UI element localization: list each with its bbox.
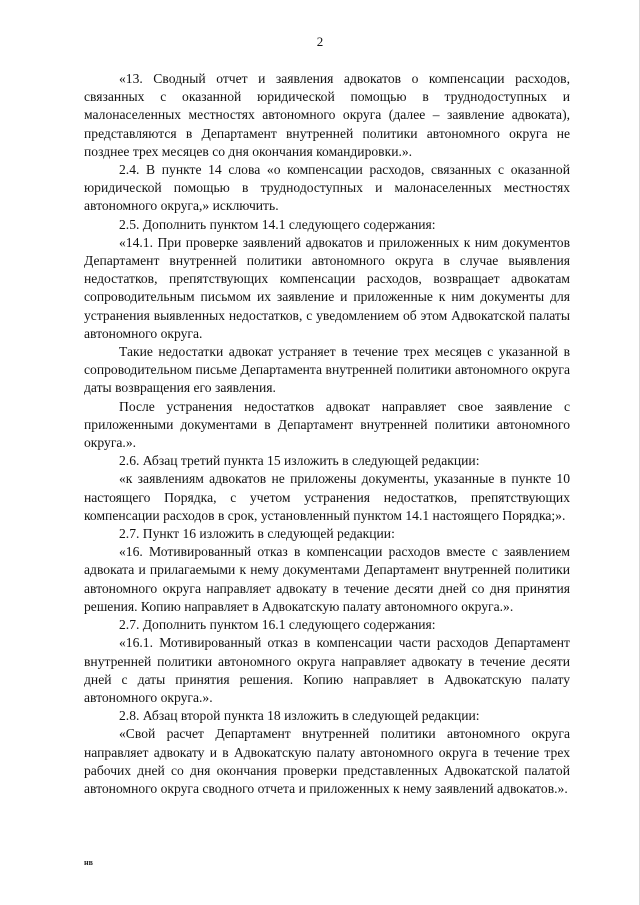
paragraph: «16.1. Мотивированный отказ в компенсации части расходов Департамент внутренней политики автономного округа направляет адвокату в течение десяти дней с даты принятия решения. Копию направляет в Адвокатскую палату автономного округа.». [84, 635, 570, 705]
paragraph: 2.4. В пункте 14 слова «о компенсации расходов, связанных с оказанной юридической помощью в труднодоступных и малонаселенных местностях автономного округа,» исключить. [84, 162, 570, 214]
paragraph: После устранения недостатков адвокат направляет свое заявление с приложенными документами в Департамент внутренней политики автономного округа.». [84, 398, 570, 451]
paragraph: 2.6. Абзац третий пункта 15 изложить в следующей редакции: [119, 453, 480, 469]
document-body [84, 70, 570, 798]
paragraph: 2.7. Дополнить пунктом 16.1 следующего содержания: [119, 617, 436, 633]
paragraph: «к заявлениям адвокатов не приложены документы, указанные в пункте 10 настоящего Порядка, с учетом устранения недостатков, препятствующих компенсации расходов в срок, установленный пунктом 14.1 настоящего Порядка;». [84, 471, 570, 523]
paragraph: Такие недостатки адвокат устраняет в течение трех месяцев с указанной в сопроводительном письме Департамента внутренней политики автономного округа даты возвращения его заявления. [84, 344, 570, 396]
paragraph: 2.7. Пункт 16 изложить в следующей редакции: [119, 526, 395, 542]
paragraph: 2.8. Абзац второй пункта 18 изложить в следующей редакции: [119, 708, 480, 724]
footer-initials: нв [84, 858, 93, 867]
paragraph: «Свой расчет Департамент внутренней политики автономного округа направляет адвокату и в Адвокатскую палату автономного округа в течение трех рабочих дней со дня окончания проверки представленных Адвокатской палатой автономного округа сводного отчета и приложенных к нему заявлений адвокатов.». [84, 726, 570, 796]
paragraph: «14.1. При проверке заявлений адвокатов и приложенных к ним документов Департамент внутренней политики автономного округа в случае выявления недостатков, препятствующих компенсации расходов, возвращает адвокатам сопроводительным письмом их заявление и приложенные к ним документы для устранения выявленных недостатков, с уведомлением об этом Адвокатской палаты автономного округа. [84, 234, 570, 341]
paragraph: «16. Мотивированный отказ в компенсации расходов вместе с заявлением адвоката и прилагаемыми к нему документами Департамент внутренней политики автономного округа направляет адвокату в течение десяти дней со дня принятия решения. Копию направляет в Адвокатскую палату автономного округа.». [84, 544, 570, 614]
paragraph: «13. Сводный отчет и заявления адвокатов о компенсации расходов, связанных с оказанной юридической помощью в труднодоступных и малонаселенных местностях автономного округа (далее – заявление адвоката), представляются в Департамент внутренней политики автономного округа не позднее трех месяцев со дня окончания командировки.». [84, 71, 570, 159]
page-number: 2 [316, 34, 324, 49]
paragraph: 2.5. Дополнить пунктом 14.1 следующего содержания: [119, 216, 436, 232]
